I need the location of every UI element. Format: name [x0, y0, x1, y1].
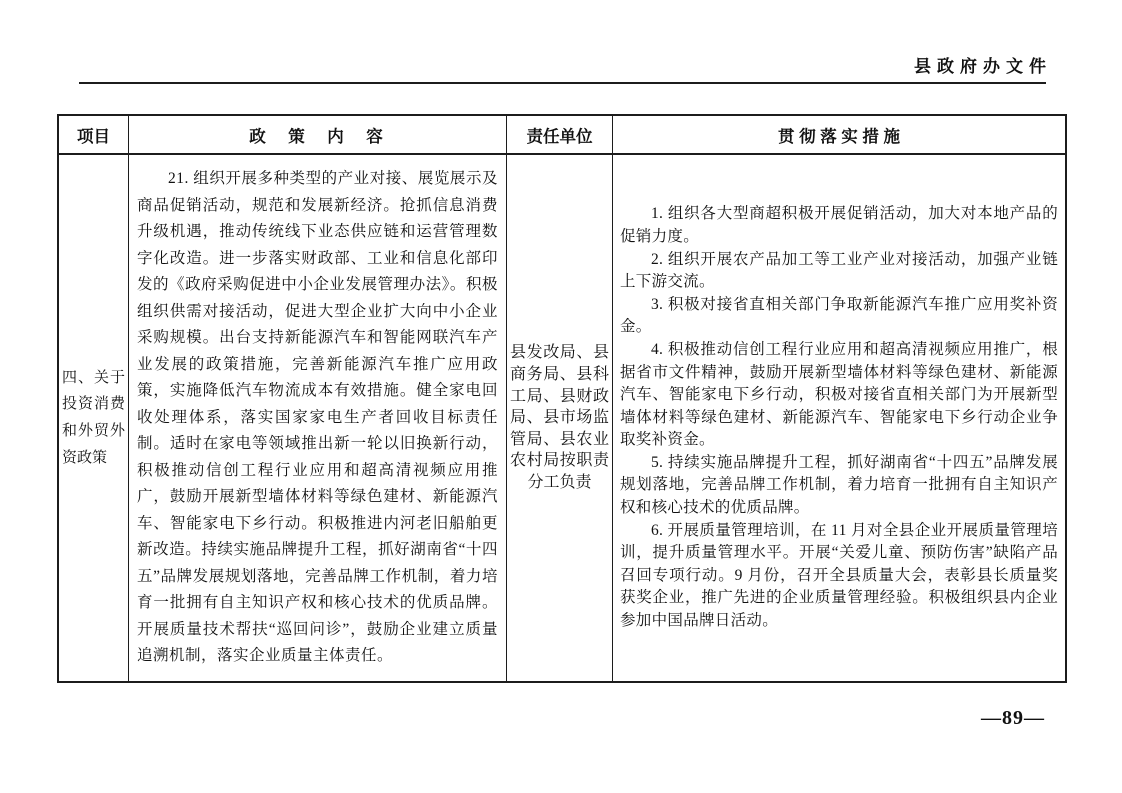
- policy-table: [57, 114, 1067, 683]
- item-cell: [59, 155, 129, 681]
- document-header-title: 县政府办文件: [914, 57, 1052, 76]
- measure-paragraph-6: 6. 开展质量管理培训，在 11 月对全县企业开展质量管理培训，提升质量管理水平。开展“关爱儿童、预防伤害”缺陷产品召回专项行动。9 月份，召开全县质量大会，表彰县长质量奖获奖企业，推广先进的企业质量管理经验。积极组织县内企业参加中国品牌日活动。: [620, 521, 1058, 630]
- item-text: 四、关于投资消费和外贸外资政策: [62, 369, 125, 466]
- table-body-row: [59, 155, 1065, 681]
- header-cell-responsible-unit: 责任单位: [507, 116, 613, 153]
- table-header-row: [59, 116, 1065, 155]
- measure-paragraph-4: 4. 积极推动信创工程行业应用和超高清视频应用推广，根据省市文件精神，鼓励开展新型墙体材料等绿色建材、新能源汽车、智能家电下乡行动，积极对接省直相关部门为开展新型墙体材料等绿色建材、新能源汽车、智能家电下乡行动企业争取奖补资金。: [620, 340, 1058, 449]
- measure-paragraph-3: 3. 积极对接省直相关部门争取新能源汽车推广应用奖补资金。: [620, 295, 1058, 336]
- measure-paragraph-1: 1. 组织各大型商超积极开展促销活动，加大对本地产品的促销力度。: [620, 205, 1058, 245]
- header-cell-policy-content: 政 策 内 容: [129, 116, 507, 153]
- page-number: —89—: [981, 707, 1045, 729]
- header-cell-item: 项目: [59, 116, 129, 153]
- responsible-unit-text: 县发改局、县商务局、县科工局、县财政局、县市场监管局、县农业农村局按职责分工负责: [510, 344, 609, 491]
- document-header: [79, 52, 1052, 84]
- header-cell-implementation-measures: 贯 彻 落 实 措 施: [778, 127, 900, 146]
- measure-paragraph-5: 5. 持续实施品牌提升工程，抓好湖南省“十四五”品牌发展规划落地，完善品牌工作机制，着力培育一批拥有自主知识产权和核心技术的优质品牌。: [620, 453, 1058, 517]
- measure-paragraph-2: 2. 组织开展农产品加工等工业产业对接活动，加强产业链上下游交流。: [620, 250, 1058, 291]
- responsible-unit-cell: [507, 155, 613, 681]
- policy-content-paragraph: 21. 组织开展多种类型的产业对接、展览展示及商品促销活动，规范和发展新经济。抢抓信息消费升级机遇，推动传统线下业态供应链和运营管理数字化改造。进一步落实财政部、工业和信息化部印发的《政府采购促进中小企业发展管理办法》。积极组织供需对接活动，促进大型企业扩大向中小企业采购规模。出台支持新能源汽车和智能网联汽车产业发展的政策措施，完善新能源汽车推广应用政策，实施降低汽车物流成本有效措施。健全家电回收处理体系，落实国家家电生产者回收目标责任制。适时在家电等领域推出新一轮以旧换新行动，积极推动信创工程行业应用和超高清视频应用推广，鼓励开展新型墙体材料等绿色建材、新能源汽车、智能家电下乡行动。积极推进内河老旧船舶更新改造。持续实施品牌提升工程，抓好湖南省“十四五”品牌发展规划落地，完善品牌工作机制，着力培育一批拥有自主知识产权和核心技术的优质品牌。开展质量技术帮扶“巡回问诊”，鼓励企业建立质量追溯机制，落实企业质量主体责任。: [137, 170, 498, 665]
- policy-content-cell: [129, 155, 507, 681]
- implementation-measures-cell: [613, 155, 1065, 681]
